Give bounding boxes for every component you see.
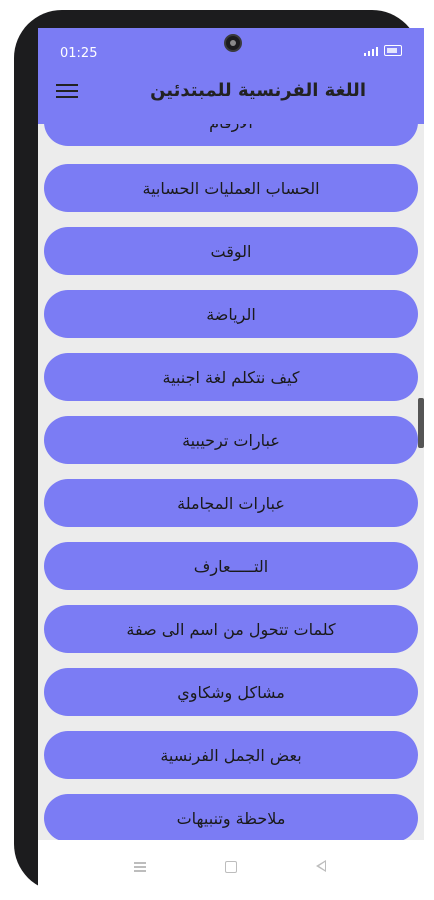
hamburger-icon[interactable]	[56, 82, 78, 100]
list-item[interactable]	[44, 164, 418, 212]
status-icons	[364, 45, 402, 56]
screen	[38, 28, 424, 894]
status-time: 01:25	[60, 46, 98, 61]
scrollbar-thumb[interactable]	[418, 398, 424, 448]
list-item-label: عبارات ترحيبية	[182, 430, 280, 450]
list-item[interactable]	[44, 353, 418, 401]
list-item-label: عبارات المجاملة	[177, 493, 285, 513]
list-item-label: الرياضة	[206, 304, 256, 324]
list-item-label: الحساب العمليات الحسابية	[142, 178, 320, 198]
list-item[interactable]	[44, 668, 418, 716]
list-item[interactable]	[44, 731, 418, 779]
battery-icon	[384, 45, 402, 56]
list-item[interactable]	[44, 542, 418, 590]
app-bar	[38, 28, 424, 124]
home-icon[interactable]	[225, 861, 237, 873]
list-item[interactable]	[44, 227, 418, 275]
phone-frame	[14, 10, 420, 892]
page-title: اللغة الفرنسية للمبتدئين	[150, 80, 366, 101]
list-item[interactable]	[44, 605, 418, 653]
system-nav-bar	[38, 840, 424, 894]
list-item-label: كيف نتكلم لغة اجنبية	[162, 367, 300, 387]
list-item[interactable]	[44, 290, 418, 338]
front-camera	[224, 34, 242, 52]
list-item-label: بعض الجمل الفرنسية	[160, 745, 302, 765]
recents-icon[interactable]	[134, 862, 146, 872]
topic-list[interactable]	[38, 124, 424, 840]
back-icon[interactable]	[316, 860, 326, 872]
list-item-label: مشاكل وشكاوي	[177, 682, 285, 702]
list-item-label: التـــــعارف	[193, 556, 269, 576]
list-item-label: كلمات تتحول من اسم الى صفة	[126, 619, 336, 639]
signal-icon	[364, 46, 378, 56]
list-item-label: ملاحظة وتنبيهات	[176, 808, 286, 828]
list-item[interactable]	[44, 794, 418, 842]
list-item[interactable]	[44, 479, 418, 527]
list-item-label: الوقت	[210, 241, 252, 261]
list-item[interactable]	[44, 416, 418, 464]
